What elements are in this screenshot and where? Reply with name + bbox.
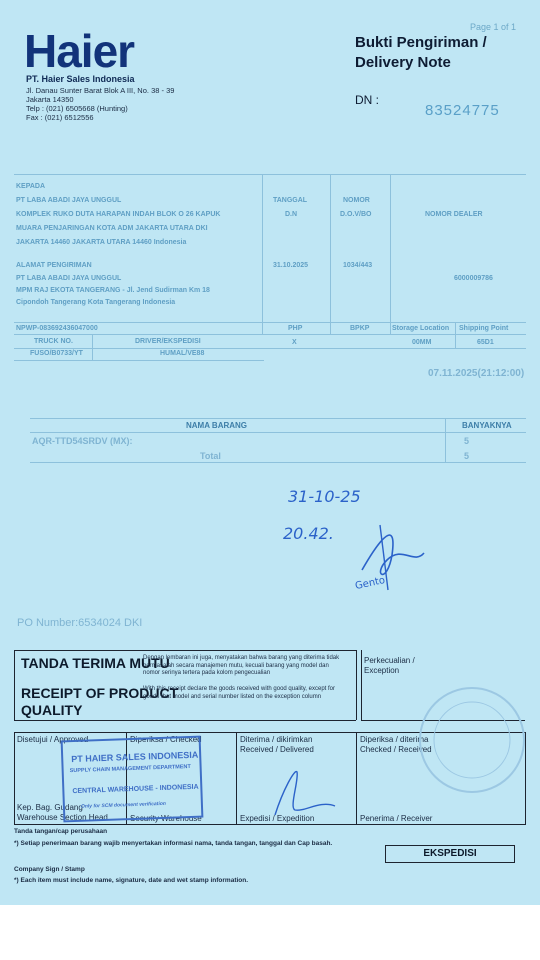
tanggal-label: TANGGAL <box>273 197 308 204</box>
receipt-title-id: TANDA TERIMA MUTU <box>21 655 170 671</box>
recipient-name: PT LABA ABADI JAYA UNGGUL <box>16 197 122 204</box>
ship-address-2: Cipondoh Tangerang Kota Tangerang Indonesia <box>16 299 176 306</box>
company-name: PT. Haier Sales Indonesia <box>26 74 135 84</box>
address-phone: Telp : (021) 6505668 (Hunting) <box>26 104 128 113</box>
php-value: X <box>292 339 297 346</box>
checked-label: Diperiksa / Checked <box>130 735 202 744</box>
shipping-value: 65D1 <box>477 339 494 346</box>
receipt-title-en-2: QUALITY <box>21 702 83 718</box>
receiver-label: Penerima / Receiver <box>360 814 433 823</box>
haier-logo: Haier <box>24 25 135 77</box>
do-sub-label: D.O.V/BO <box>340 211 372 218</box>
expedition-label: Expedisi / Expedition <box>240 814 315 823</box>
php-label: PHP <box>288 325 303 332</box>
receipt-text-id: Dengan lembaran ini juga, menyatakan bahwa barang yang diterima tidak bermasalah secara manajemen mutu, kecuali barang yang model dan nomor serinya tertera pada kolom pengecualian <box>143 655 340 676</box>
nomor-label: NOMOR <box>343 197 370 204</box>
driver-label: DRIVER/EKSPEDISI <box>135 338 201 345</box>
address-line-1: Jl. Danau Sunter Barat Blok A III, No. 38 - 39 <box>26 86 175 95</box>
handwritten-time: 20.42. <box>283 524 334 543</box>
ship-name: PT LABA ABADI JAYA UNGGUL <box>16 275 122 282</box>
company-sign-en: Company Sign / Stamp <box>14 866 85 873</box>
storage-label: Storage Location <box>392 325 450 332</box>
nomor-value: 1034/443 <box>343 262 373 269</box>
recipient-address-1: KOMPLEK RUKO DUTA HARAPAN INDAH BLOK O 26 KAPUK <box>16 211 221 218</box>
security-label: Security Warehouse <box>130 814 202 823</box>
bpkp-label: BPKP <box>350 325 370 332</box>
shipping-label: Shipping Point <box>459 325 509 332</box>
ship-address-1: MPM RAJ EKOTA TANGERANG - Jl. Jend Sudirman Km 18 <box>16 287 210 294</box>
stamp-line-3: CENTRAL WAREHOUSE - INDONESIA <box>72 783 199 796</box>
stamp-line-2: SUPPLY CHAIN MANAGEMENT DEPARTMENT <box>69 763 191 775</box>
dealer-value: 6000009786 <box>454 275 493 282</box>
npwp: NPWP-083692436047000 <box>16 325 98 332</box>
kepada-label: KEPADA <box>16 183 46 190</box>
ekspedisi-box: EKSPEDISI <box>385 845 515 863</box>
driver-value: HUMAL/VE88 <box>160 350 205 357</box>
print-timestamp: 07.11.2025(21:12:00) <box>428 368 525 379</box>
truck-label: TRUCK NO. <box>34 338 73 345</box>
recipient-address-2: MUARA PENJARINGAN KOTA ADM JAKARTA UTARA DKI <box>16 225 208 232</box>
round-stamp <box>412 680 532 800</box>
total-label: Total <box>200 451 221 461</box>
dn-sub-label: D.N <box>285 211 298 218</box>
received-delivered-label: Diterima / dikirimkan Received / Delivered <box>240 735 314 754</box>
item-qty: 5 <box>464 436 470 446</box>
dn-number: 83524775 <box>425 102 500 119</box>
approved-label: Disetujui / Approved <box>17 735 89 744</box>
nama-barang-header: NAMA BARANG <box>186 421 248 430</box>
tanggal-value: 31.10.2025 <box>273 262 309 269</box>
truck-value: FUSO/B0733/YT <box>30 350 83 357</box>
receipt-title-en-1: RECEIPT OF PRODUCT <box>21 685 179 701</box>
company-stamp <box>61 736 204 823</box>
title-indonesian: Bukti Pengiriman / <box>355 34 487 51</box>
title-english: Delivery Note <box>355 54 451 71</box>
receipt-text-en: With this receipt declare the goods received with good quality, except for goods that model and serial number listed on the exception column <box>143 686 335 700</box>
page-number: Page 1 of 1 <box>470 22 517 32</box>
handwritten-name: Gento <box>354 574 387 593</box>
note-en: *) Each item must include name, signature, date and wet stamp information. <box>14 877 249 884</box>
recipient-address-3: JAKARTA 14460 JAKARTA UTARA 14460 Indonesia <box>16 239 187 246</box>
stamp-line-4: Only for SCM document verification <box>80 800 167 810</box>
document-title <box>355 33 487 73</box>
handwritten-date: 31-10-25 <box>288 487 361 506</box>
checked-received-label: Diperiksa / diterima Checked / Received <box>360 735 432 754</box>
note-id: *) Setiap penerimaan barang wajib menyertakan informasi nama, tanda tangan, tanggal dan Cap basah. <box>14 840 333 847</box>
alamat-label: ALAMAT PENGIRIMAN <box>16 262 92 269</box>
warehouse-head-label: Kep. Bag. Gudang Warehouse Section Head <box>17 803 108 822</box>
storage-value: 00MM <box>412 339 432 346</box>
item-name: AQR-TTD54SRDV (MX): <box>32 436 133 446</box>
banyaknya-header: BANYAKNYA <box>462 421 512 430</box>
dn-label: DN : <box>355 93 379 107</box>
total-value: 5 <box>464 451 470 461</box>
exception-label: Perkecualian / Exception <box>364 656 415 675</box>
po-number: PO Number:6534024 DKI <box>17 617 143 629</box>
address-line-2: Jakarta 14350 <box>26 95 74 104</box>
expedition-signature <box>265 760 345 820</box>
stamp-line-1: PT HAIER SALES INDONESIA <box>71 749 199 765</box>
address-fax: Fax : (021) 6512556 <box>26 113 94 122</box>
dealer-label: NOMOR DEALER <box>425 211 483 218</box>
company-sign-id: Tanda tangan/cap perusahaan <box>14 828 108 835</box>
